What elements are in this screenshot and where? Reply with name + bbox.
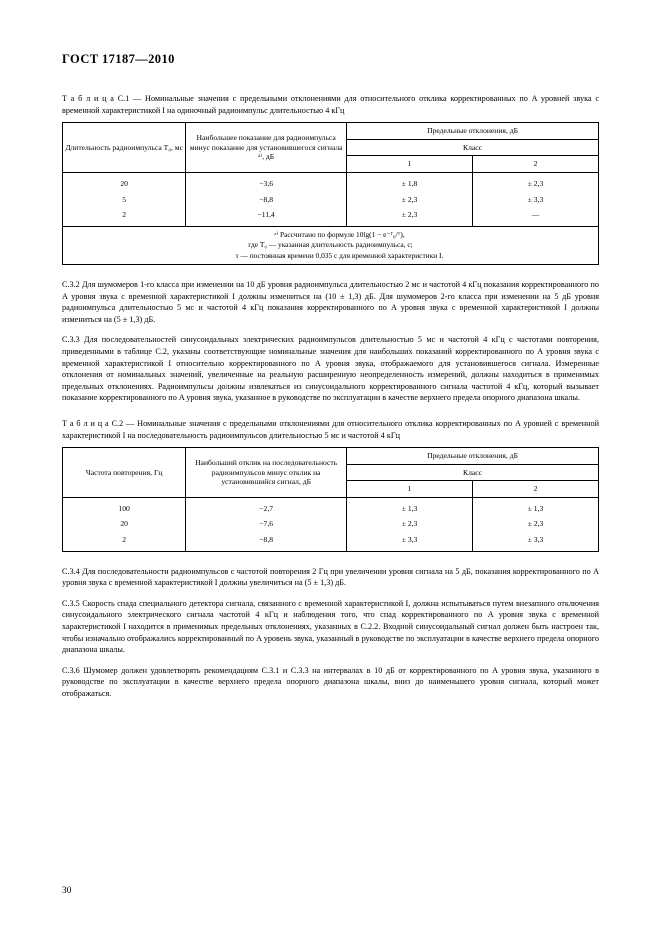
table1-r2-duration: 2 — [63, 207, 186, 226]
table-row — [63, 123, 599, 140]
table1-r2-class1: ± 2,3 — [347, 207, 473, 226]
table1-group-header: Предельные отклонения, дБ — [347, 123, 599, 140]
table1-note-line1: ᵃ⁾ Рассчитано по формуле 10lg(1 − e⁻ᵀ₀/ᵀ), — [274, 229, 405, 239]
table2-caption: Т а б л и ц а С.2 — Номинальные значения с предельными отклонениями для относительного отклика корректированных по A уровней с временной характеристикой I на последовательность радиоимпульсов длительностью 5 мс и частотой 4 кГц — [62, 418, 599, 440]
table-row — [63, 172, 599, 191]
table1-r1-duration: 5 — [63, 192, 186, 208]
table2-r2-class1: ± 3,3 — [347, 532, 473, 551]
table1-r2-reading: −11,4 — [186, 207, 347, 226]
table2-r1-response: −7,6 — [186, 516, 347, 532]
table-row — [63, 207, 599, 226]
table2-group-header: Предельные отклонения, дБ — [347, 448, 599, 465]
table2-col2-header: Наибольший отклик на последовательность радиоимпульсов минус отклик на установившийся сигнал, дБ — [186, 448, 347, 498]
paragraph-c36: С.3.6 Шумомер должен удовлетворять рекомендациям С.3.1 и С.3.3 на интервалах в 10 дБ от корректированного по A уровня звука, указанного в руководстве по эксплуатации в качестве верхнего предела опорного диапазона шкалы, вниз до наименьшего уровня сигнала, который может отображаться. — [62, 665, 599, 698]
table1-r1-class1: ± 2,3 — [347, 192, 473, 208]
table2-class-header: Класс — [347, 464, 599, 481]
table2-r0-response: −2,7 — [186, 497, 347, 516]
table1-caption: Т а б л и ц а С.1 — Номинальные значения с предельными отклонениями для относительного отклика корректированных по A уровней звука с временной характеристикой I на одиночный радиоимпульс длительностью 4 кГц — [62, 94, 599, 115]
page-number: 30 — [62, 886, 72, 896]
table-row — [63, 448, 599, 465]
paragraph-c35: С.3.5 Скорость спада специального детектора сигнала, связанного с временной характеристикой I, должна испытываться путем внезапного отключения синусоидального электрического сигнала частотой 4 кГц и наблюдения того, что спад корректированного по A уровня звука с временной характеристикой I находится в применимых предельных отклонениях, указанных в С.2.2. Входной синусоидальный сигнал должен быть настроен так, чтобы изначально отображались корректированный по A уровень звука, указанный в руководстве по эксплуатации в качестве верхнего предела опорного диапазона шкалы. — [62, 598, 599, 655]
table2-r1-class2: ± 2,3 — [473, 516, 599, 532]
table1-class1-header: 1 — [347, 156, 473, 173]
table1-note-line2: где T₀ — указанная длительность радиоимпульса, с; — [248, 240, 413, 250]
table2-class1-header: 1 — [347, 481, 473, 498]
table2-r2-response: −8,8 — [186, 532, 347, 551]
table1-class2-header: 2 — [473, 156, 599, 173]
table2-r2-freq: 2 — [63, 532, 186, 551]
table2-class2-header: 2 — [473, 481, 599, 498]
table2-r1-freq: 20 — [63, 516, 186, 532]
table1-r0-class1: ± 1,8 — [347, 172, 473, 191]
paragraph-c32: С.3.2 Для шумомеров 1-го класса при изменении на 10 дБ уровня радиоимпульса длительностью 2 мс и частотой 4 кГц показания корректированного по A уровня звука с временной характеристикой I должны измениться на (10 ± 1,3) дБ. Для шумомеров 2-го класса при изменении на 5 дБ уровня радиоимпульса длительностью 5 мс и частотой 4 кГц показания корректированного по A уровня звука с временной характеристикой I должны измениться на (5 ± 1,3) дБ. — [62, 279, 599, 324]
table-row — [63, 226, 599, 264]
table1-r1-class2: ± 3,3 — [473, 192, 599, 208]
table1-r0-duration: 20 — [63, 172, 186, 191]
page-header: ГОСТ 17187—2010 — [62, 52, 175, 66]
table-c1 — [62, 122, 599, 265]
table2-col1-header: Частота повторения, Гц — [63, 448, 186, 498]
table1-col1-header: Длительность радиоимпульса T₀, мс — [63, 123, 186, 173]
table1-wrapper — [62, 122, 599, 265]
table-row — [63, 516, 599, 532]
table-c2 — [62, 447, 599, 552]
table-row — [63, 497, 599, 516]
table1-r1-reading: −8,8 — [186, 192, 347, 208]
table2-r0-freq: 100 — [63, 497, 186, 516]
table2-r0-class1: ± 1,3 — [347, 497, 473, 516]
table2-r0-class2: ± 1,3 — [473, 497, 599, 516]
table2-r2-class2: ± 3,3 — [473, 532, 599, 551]
table1-r0-class2: ± 2,3 — [473, 172, 599, 191]
table1-class-header: Класс — [347, 139, 599, 156]
table2-r1-class1: ± 2,3 — [347, 516, 473, 532]
table1-note — [63, 226, 599, 264]
paragraph-c34: С.3.4 Для последовательности радиоимпульсов с частотой повторения 2 Гц при увеличении уровня сигнала на 5 дБ, показания корректированного по A уровня звука с временной характеристикой I должны увеличиться на (5 ± 1,3) дБ. — [62, 566, 599, 588]
table1-r2-class2: — — [473, 207, 599, 226]
table1-col2-header: Наибольшее показание для радиоимпульса минус показание для установившегося сигнала ᵃ⁾, дБ — [186, 123, 347, 173]
table1-note-line3: τ — постоянная времени 0,035 с для временной характеристики I. — [235, 250, 444, 260]
table1-r0-reading: −3,6 — [186, 172, 347, 191]
paragraph-c33: С.3.3 Для последовательностей синусоидальных электрических радиоимпульсов длительностью 5 мс и частотой 4 кГц с частотами повторения, приведенными в таблице С.2, указаны соответствующие номинальные значения для наибольших показаний корректированного по A уровня звука с временной характеристикой I относительно корректированного по A уровня звука, отображаемого для установившегося сигнала. Измеренные отклонения от номинальных значений, увеличенные на реальную расширенную неопределенность измерений, должны находиться в применимых предельных отклонениях. Радиоимпульсы должны извлекаться из синусоидального корректированного сигнала частотой 4 кГц, который вызывает показание корректированного по A уровня звука, указанное в руководстве по эксплуатации в качестве верхнего предела опорного диапазона шкалы. — [62, 335, 599, 403]
table-row — [63, 192, 599, 208]
table2-wrapper — [62, 447, 599, 552]
table-row — [63, 532, 599, 551]
